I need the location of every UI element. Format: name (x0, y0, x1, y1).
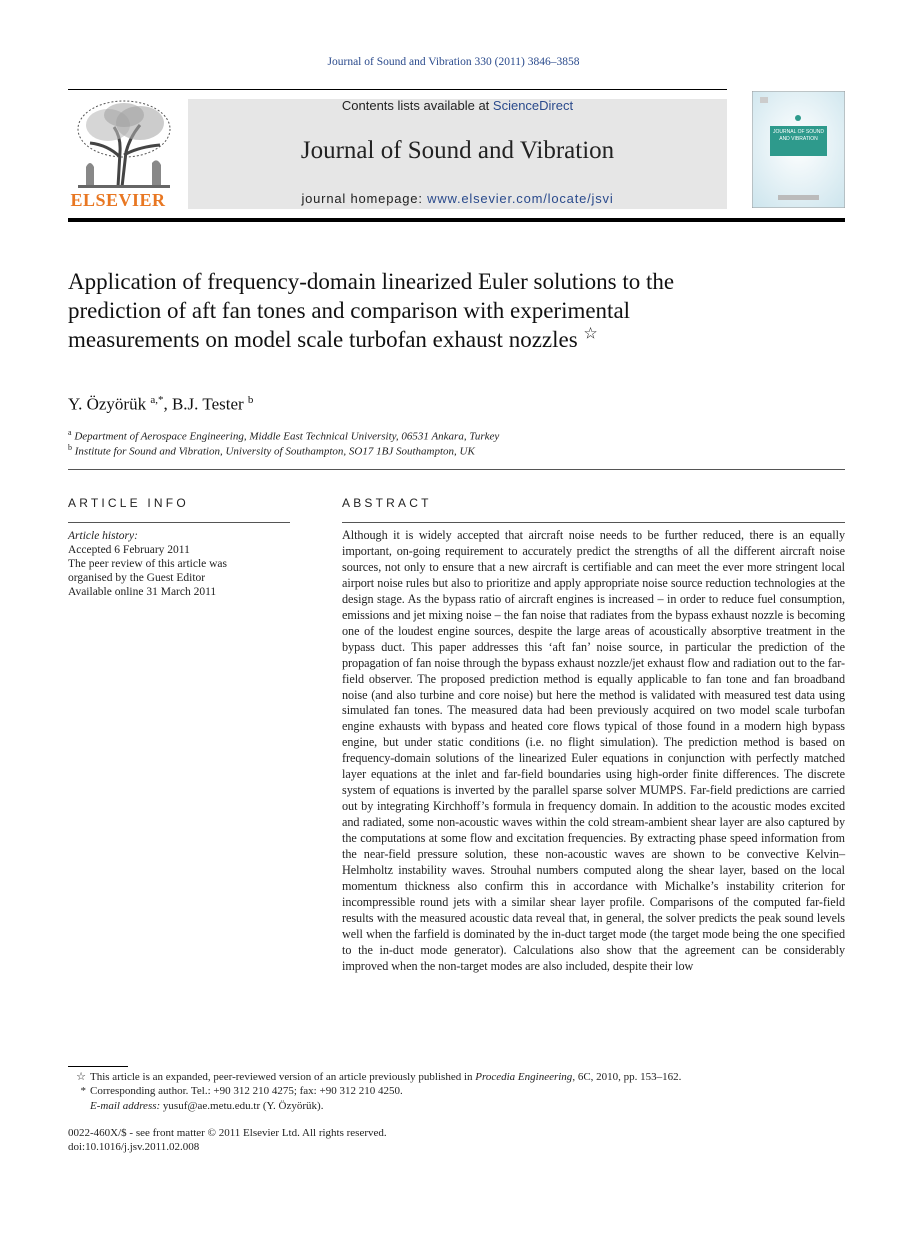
sciencedirect-link[interactable]: ScienceDirect (492, 98, 574, 113)
email-label: E-mail address: (90, 1100, 161, 1112)
elsevier-tree-icon (68, 97, 180, 192)
author-affiliation-mark[interactable]: b (247, 394, 254, 406)
history-line: Available online 31 March 2011 (68, 586, 217, 598)
title-footnote-star[interactable]: ☆ (583, 325, 598, 343)
abstract-rule (342, 522, 845, 523)
history-line: Accepted 6 February 2011 (68, 544, 190, 556)
history-label: Article history: (68, 530, 138, 542)
journal-cover-thumbnail[interactable] (752, 91, 845, 208)
affiliation-a (68, 428, 499, 443)
homepage-prefix: journal homepage: (301, 191, 428, 206)
footnote-email (68, 1100, 323, 1112)
author-affiliation-mark[interactable]: a,* (150, 394, 164, 406)
footnote-rule (68, 1066, 128, 1067)
affiliation-mark: b (68, 443, 72, 452)
homepage-link[interactable]: www.elsevier.com/locate/jsvi (427, 191, 614, 206)
history-line: organised by the Guest Editor (68, 572, 206, 584)
section-divider (68, 469, 845, 470)
affiliation-text: Department of Aerospace Engineering, Middle East Technical University, 06531 Ankara, Turkey (74, 430, 500, 443)
author-name[interactable]: B.J. Tester (171, 394, 244, 414)
email-value[interactable]: yusuf@ae.metu.edu.tr (Y. Özyörük). (160, 1100, 324, 1112)
journal-title: Journal of Sound and Vibration (300, 137, 615, 164)
cover-title: JOURNAL OF SOUND AND VIBRATION (773, 129, 824, 142)
footnote-text-end: , 6C, 2010, pp. 153–162. (572, 1071, 682, 1083)
footnote-star (68, 1070, 681, 1083)
footnote-text: Corresponding author. Tel.: +90 312 210 4275; fax: +90 312 210 4250. (90, 1085, 403, 1097)
author-list (68, 394, 253, 415)
journal-citation[interactable]: Journal of Sound and Vibration 330 (2011) 3846–3858 (327, 56, 580, 68)
copyright-line: 0022-460X/$ - see front matter © 2011 Elsevier Ltd. All rights reserved. (68, 1127, 387, 1139)
footnote-text: This article is an expanded, peer-reviewed version of an article previously published in (90, 1071, 476, 1083)
footnote-symbol: * (80, 1085, 86, 1097)
article-title (68, 267, 748, 354)
footnote-corresponding (68, 1085, 403, 1097)
footnote-symbol: ☆ (76, 1071, 86, 1083)
article-title-text: Application of frequency-domain linearized Euler solutions to the prediction of aft fan tones and comparison with experimental measurements on model scale turbofan exhaust nozzles (68, 269, 675, 352)
contents-prefix: Contents lists available at (341, 98, 493, 113)
author-name[interactable]: Y. Özyörük (68, 394, 147, 414)
elsevier-wordmark[interactable]: ELSEVIER (70, 190, 166, 210)
footnote-journal: Procedia Engineering (475, 1071, 573, 1083)
header-rule (68, 89, 727, 90)
affiliation-mark: a (68, 428, 72, 437)
article-info-rule (68, 522, 290, 523)
journal-homepage-line (188, 191, 727, 206)
doi-line[interactable]: doi:10.1016/j.jsv.2011.02.008 (68, 1141, 200, 1153)
author-separator: , (163, 394, 172, 414)
header-thick-rule (68, 218, 845, 222)
history-line: The peer review of this article was (68, 558, 228, 570)
abstract-heading: ABSTRACT (342, 496, 432, 510)
affiliation-b (68, 443, 475, 458)
abstract-body: Although it is widely accepted that aircraft noise needs to be further reduced, there is an equally important, on-going requirement to accurately predict the strengths of all the different aircraft noise sources, not only to ensure that a new aircraft is certifiable and can meet the ever more stringent local airport noise rules but also to prioritize and apply appropriate noise source reduction technologies at the design stage. As the bypass ratio of aircraft engines is increased – in order to reduce fuel consumption, emissions and jet mixing noise – the fan noise that radiates from the bypass exhaust nozzle is becoming one of the loudest engine sources, despite the large areas of acoustically absorptive treatment in the bypass duct. This paper addresses this ‘aft fan’ noise source, in particular the prediction of the propagation of fan noise through the bypass exhaust nozzle/jet exhaust flow and radiation out to the far-field observer. The proposed prediction method is equally applicable to fan tone and fan broadband noise (and also turbine and core noise) but here the method is validated with measured test data using simulated fan tones. The measured data had been previously acquired on two model scale turbofan engine exhausts with bypass and heated core flows typical of those found in a modern high bypass engine, but under static conditions (i.e. no flight simulation). The prediction method is based on frequency-domain solutions of the linearized Euler equations in conjunction with perfectly matched layer equations at the inlet and far-field boundaries using high-order finite differences. The discrete system of equations is inverted by the parallel sparse solver MUMPS. Far-field predictions are carried out by integrating Kirchhoff’s formula in frequency domain. In addition to the acoustic modes excited and radiated, some non-acoustic waves within the cold stream-ambient shear layer are also captured by the computations at some flow and excitation frequencies. By extracting phase speed information from the near-field pressure solution, these non-acoustic waves are shown to be convective Kelvin–Helmholtz instability waves. Strouhal numbers computed along the shear layer, based on the local momentum thickness also confirm this in accordance with Michalke’s instability criterion for incompressible round jets with a similar shear layer profile. Comparisons of the computed far-field results with the measured acoustic data reveal that, in general, the solver predicts the peak sound levels well when the farfield is dominated by the in-duct target mode (the target mode being the one specified to the in-duct mode generator). Calculations also show that the agreement can be considerably improved when the non-target modes are also included, despite their low (342, 528, 845, 973)
article-history (68, 529, 298, 599)
contents-line (188, 98, 727, 113)
affiliation-text: Institute for Sound and Vibration, University of Southampton, SO17 1BJ Southampton, UK (74, 445, 475, 458)
journal-cover-icon (752, 91, 845, 208)
article-info-heading: ARTICLE INFO (68, 496, 189, 510)
